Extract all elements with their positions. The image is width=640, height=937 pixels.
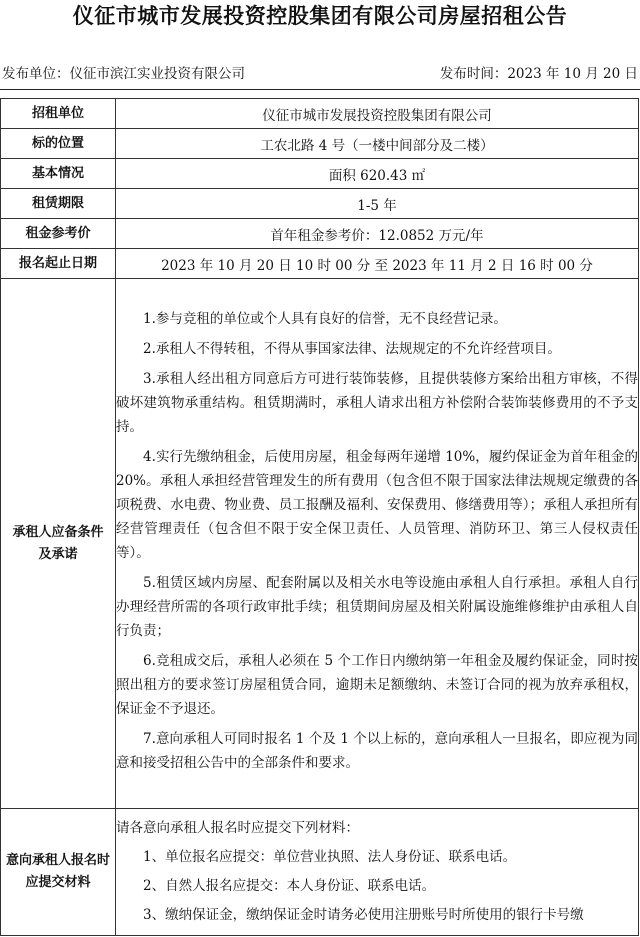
row-value-lease-term: 1-5 年 — [116, 189, 639, 219]
row-value-basic-info: 面积 620.43 ㎡ — [116, 159, 639, 189]
header-divider — [0, 89, 640, 90]
table-row — [1, 159, 639, 189]
row-value-registration-period: 2023 年 10 月 20 日 10 时 00 分 至 2023 年 11 月 2 日 16 时 00 分 — [116, 249, 639, 279]
materials-item: 1、单位报名应提交：单位营业执照、法人身份证、联系电话。 — [143, 849, 517, 865]
conditions-content — [116, 279, 639, 809]
condition-item: 2.承租人不得转租，不得从事国家法律、法规规定的不允许经营项目。 — [143, 340, 561, 357]
materials-label-line2: 应提交材料 — [25, 875, 91, 890]
row-label-location: 标的位置 — [1, 129, 116, 159]
condition-item: 6.竞租成交后，承租人必须在 5 个工作日内缴纳第一年租金及履约保证金，同时按照出租方的要求签订房屋租赁合同，逾期未足额缴纳、未签订合同的视为放弃承租权，保证金不予退还。 — [116, 652, 638, 717]
table-row — [1, 219, 639, 249]
materials-content — [116, 809, 639, 936]
row-value-rent-reference: 首年租金参考价：12.0852 万元/年 — [116, 219, 639, 249]
condition-item: 3.承租人经出租方同意后方可进行装饰装修，且提供装修方案给出租方审核，不得破坏建筑物承重结构。租赁期满时，承租人请求出租方补偿附合装饰装修费用的不予支持。 — [116, 370, 638, 435]
row-label-basic-info: 基本情况 — [1, 159, 116, 189]
table-row — [1, 249, 639, 279]
conditions-label-line1: 承租人应备条件 — [12, 524, 104, 540]
conditions-label-line2: 及承诺 — [38, 546, 78, 562]
condition-item: 4.实行先缴纳租金，后使用房屋，租金每两年递增 10%，履约保证金为首年租金的 20%。承租人承担经营管理发生的所有费用（包含但不限于国家法律法规规定缴费的各项税费、水电费、物业费、员工报酬及福利、安保费用、修缮费用等）；承租人承担所有经营管理责任（包含但不限于安全保卫责任、人员管理、消防环卫、第三人侵权责任等）。 — [116, 448, 638, 561]
row-label-lease-term: 租赁期限 — [1, 189, 116, 219]
table-row — [1, 99, 639, 129]
row-value-landlord: 仪征市城市发展投资控股集团有限公司 — [116, 99, 639, 129]
condition-item: 5.租赁区域内房屋、配套附属以及相关水电等设施由承租人自行承担。承租人自行办理经营所需的各项行政审批手续；租赁期间房屋及相关附属设施维修维护由承租人自行负责； — [116, 574, 638, 639]
materials-label-line1: 意向承租人报名时 — [5, 853, 110, 868]
materials-item: 2、自然人报名应提交：本人身份证、联系电话。 — [143, 878, 436, 894]
row-label-rent-reference: 租金参考价 — [1, 219, 116, 249]
conditions-label — [1, 279, 116, 809]
materials-intro: 请各意向承租人报名时应提交下列材料： — [116, 820, 359, 836]
materials-label — [1, 809, 116, 936]
table-row-conditions — [1, 279, 639, 809]
table-row — [1, 189, 639, 219]
page-title: 仪征市城市发展投资控股集团有限公司房屋招租公告 — [72, 4, 568, 28]
publish-time-text: 发布时间：2023 年 10 月 20 日 — [439, 66, 638, 82]
materials-item: 3、缴纳保证金，缴纳保证金时请务必使用注册账号时所使用的银行卡号缴 — [143, 907, 584, 923]
row-value-location: 工农北路 4 号（一楼中间部分及二楼） — [116, 129, 639, 159]
publisher-text: 发布单位：仪征市滨江实业投资有限公司 — [2, 66, 245, 82]
announcement-table — [0, 98, 639, 936]
condition-item: 7.意向承租人可同时报名 1 个及 1 个以上标的，意向承租人一旦报名，即应视为同意和接受招租公告中的全部条件和要求。 — [116, 730, 638, 771]
publish-info — [0, 64, 640, 84]
row-label-landlord: 招租单位 — [1, 99, 116, 129]
row-label-registration-period: 报名起止日期 — [1, 249, 116, 279]
condition-item: 1.参与竞租的单位或个人具有良好的信誉，无不良经营记录。 — [143, 310, 507, 327]
table-row — [1, 129, 639, 159]
table-row-materials — [1, 809, 639, 936]
